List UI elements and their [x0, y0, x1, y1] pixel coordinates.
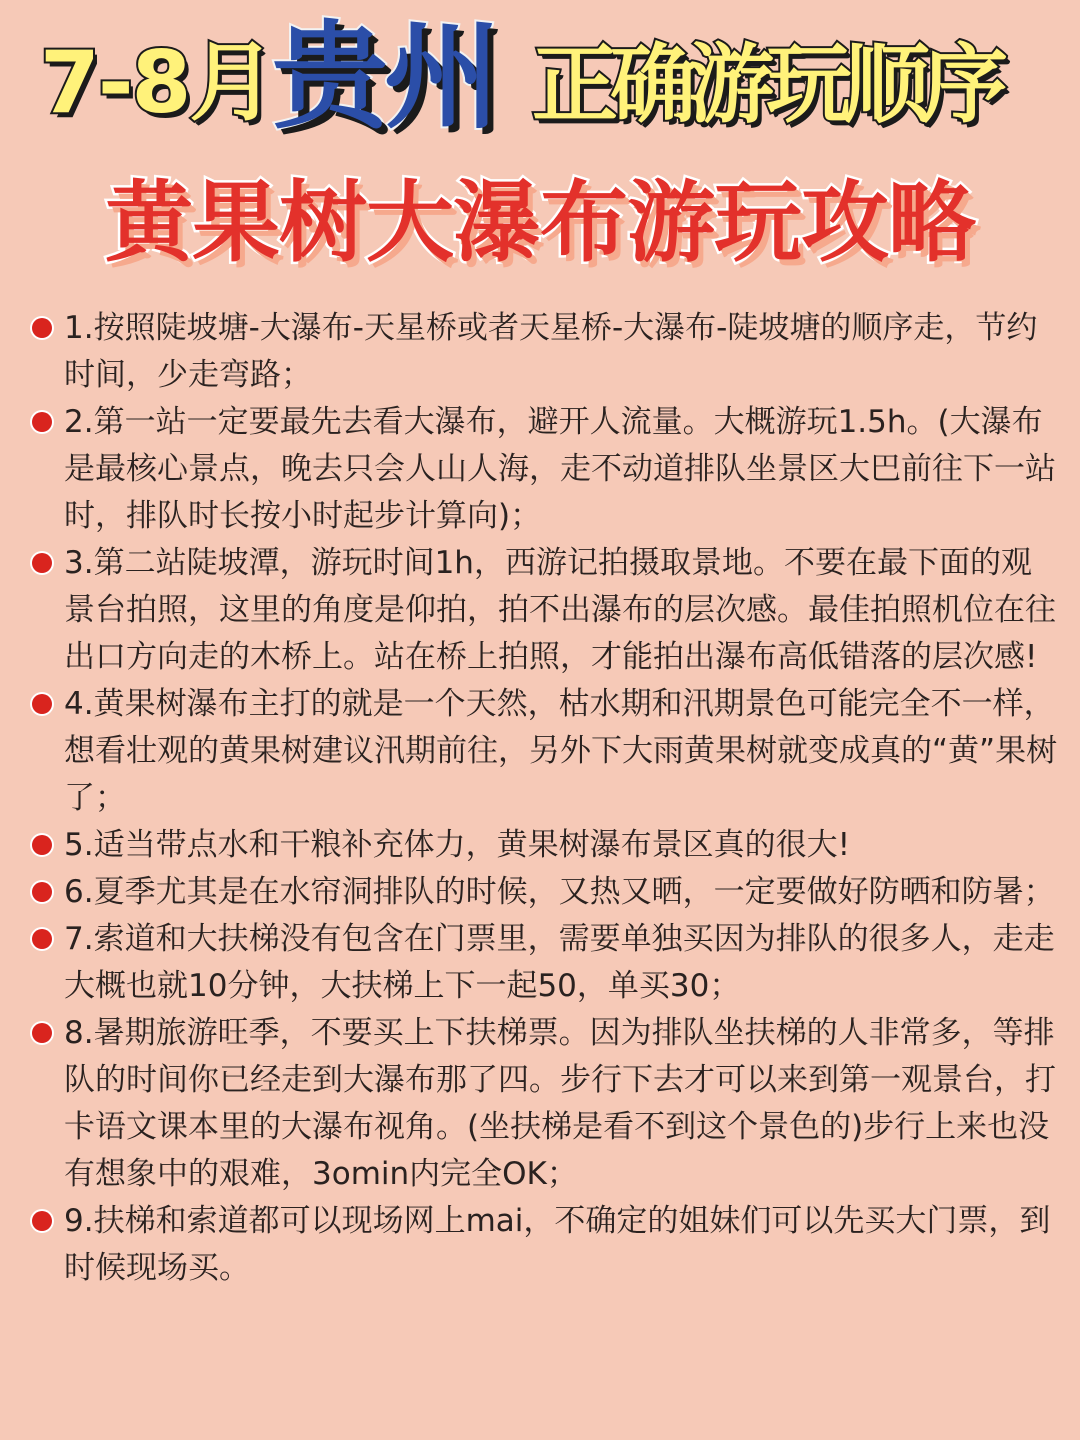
bullet-dot-icon [32, 929, 52, 949]
tip-item-4 [30, 681, 1060, 822]
tip-item-8 [30, 1010, 1060, 1198]
bullet-dot-icon [32, 694, 52, 714]
bullet-dot-icon [32, 412, 52, 432]
bullet-dot-icon [32, 1023, 52, 1043]
tip-item-7 [30, 916, 1060, 1010]
bullet-dot-icon [32, 1211, 52, 1231]
title-place: 贵州 [272, 10, 496, 145]
tip-text: 6.夏季尤其是在水帘洞排队的时候，又热又晒，一定要做好防晒和防暑； [64, 874, 1055, 910]
tip-item-5 [30, 822, 1060, 869]
bullet-dot-icon [32, 553, 52, 573]
title-date: 7-8月 [40, 33, 274, 133]
tip-text: 7.索道和大扶梯没有包含在门票里，需要单独买因为排队的很多人，走走大概也就10分钟，大扶梯上下一起50，单买30； [64, 921, 1055, 1004]
bullet-dot-icon [32, 835, 52, 855]
tip-text: 4.黄果树瀑布主打的就是一个天然，枯水期和汛期景色可能完全不一样，想看壮观的黄果树建议汛期前往，另外下大雨黄果树就变成真的“黄”果树了； [64, 686, 1058, 816]
tip-item-9 [30, 1198, 1060, 1292]
title-tagline: 正确游玩顺序 [532, 35, 1000, 135]
tip-item-1 [30, 305, 1060, 399]
tip-text: 5.适当带点水和干粮补充体力，黄果树瀑布景区真的很大! [64, 827, 851, 863]
bullet-dot-icon [32, 882, 52, 902]
tips-list [30, 305, 1060, 1292]
tip-item-3 [30, 540, 1060, 681]
subtitle: 黄果树大瀑布游玩攻略 [104, 171, 975, 274]
tip-text: 8.暑期旅游旺季，不要买上下扶梯票。因为排队坐扶梯的人非常多，等排队的时间你已经走到大瀑布那了四。步行下去才可以来到第一观景台，打卡语文课本里的大瀑布视角。(坐扶梯是看不到这个景色的)步行上来也没有想象中的艰难，3omin内完全OK； [64, 1015, 1056, 1192]
bullet-dot-icon [32, 318, 52, 338]
tip-item-6 [30, 869, 1060, 916]
title-banner [0, 10, 1080, 154]
tip-item-2 [30, 399, 1060, 540]
tip-text: 2.第一站一定要最先去看大瀑布，避开人流量。大概游玩1.5h。(大瀑布是最核心景点，晚去只会人山人海，走不动道排队坐景区大巴前往下一站时，排队时长按小时起步计算向)； [64, 404, 1056, 534]
tip-text: 1.按照陡坡塘-大瀑布-天星桥或者天星桥-大瀑布-陡坡塘的顺序走，节约时间，少走弯路； [64, 310, 1038, 393]
tip-text: 3.第二站陡坡潭，游玩时间1h，西游记拍摄取景地。不要在最下面的观景台拍照，这里的角度是仰拍，拍不出瀑布的层次感。最佳拍照机位在往出口方向走的木桥上。站在桥上拍照，才能拍出瀑布高低错落的层次感! [64, 545, 1056, 675]
tip-text: 9.扶梯和索道都可以现场网上mai，不确定的姐妹们可以先买大门票，到时候现场买。 [64, 1203, 1051, 1286]
